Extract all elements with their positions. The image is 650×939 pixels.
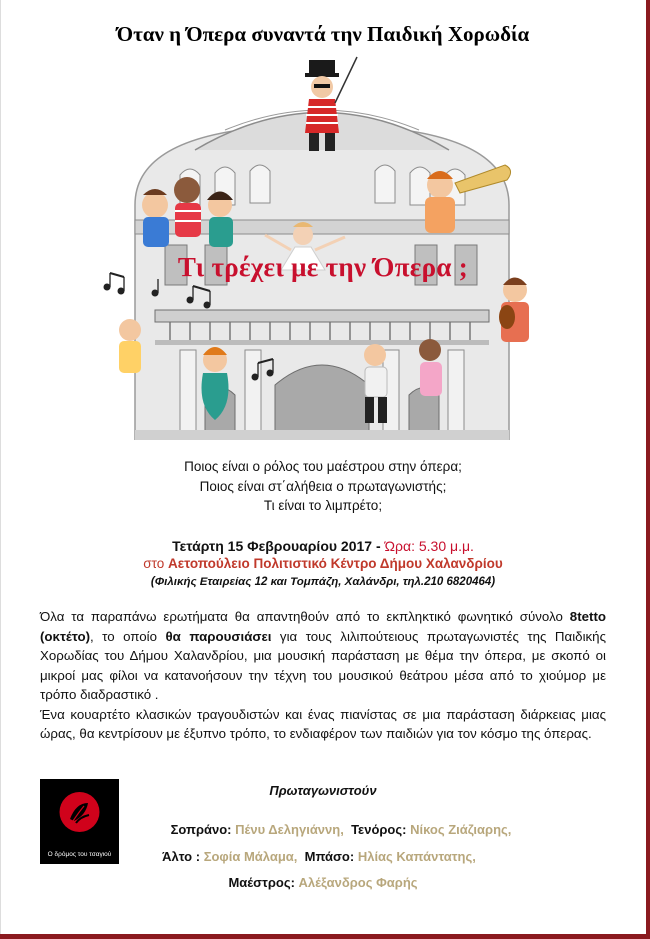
name-alto: Σοφία Μάλαμα, [203,849,298,864]
role-alto: Άλτο : [162,849,201,864]
name-soprano: Πένυ Δεληγιάννη, [235,822,344,837]
event-datetime [0,538,646,554]
poster-title: Όταν η Όπερα συναντά την Παιδική Χορωδία [116,22,530,46]
cast-line [18,822,650,837]
text-run: Όλα τα παραπάνω ερωτήματα θα απαντηθούν από το εκπληκτικό φωνητικό σύνολο [40,609,570,624]
role-bass: Μπάσο: [304,849,355,864]
questions-block [0,457,646,516]
name-conductor: Αλέξανδρος Φαρής [298,875,418,890]
role-tenor: Τενόρος: [351,822,407,837]
question-line: Ποιος είναι στ΄αλήθεια ο πρωταγωνιστής; [199,478,447,494]
role-soprano: Σοπράνο: [170,822,232,837]
description-paragraph: Ένα κουαρτέτο κλασικών τραγουδιστών και ένας πιανίστας σε μια παράσταση διάρκειας μιας ώρας, θα κεντρίσουν με έξυπνο τρόπο, το ενδιαφέρον των παιδιών για τον κόσμο της όπερας. [40,706,606,741]
description-body [40,607,606,744]
venue-prefix: στο [143,556,165,571]
cast-heading: Πρωταγωνιστούν [269,783,377,798]
description-paragraph [40,607,606,705]
cast-line [0,849,642,864]
event-date: Τετάρτη 15 Φεβρουαρίου 2017 - [172,538,381,554]
frame-bottom-border [0,934,650,939]
illustration-title: Τι τρέχει με την Όπερα ; [177,252,469,282]
venue-address: (Φιλικής Εταιρείας 12 και Τομπάζη, Χαλάνδρι, τηλ.210 6820464) [150,576,496,588]
frame-right-border [646,0,650,939]
name-tenor: Νίκος Ζιάζιαρης, [410,822,512,837]
role-conductor: Μαέστρος: [228,875,295,890]
opera-house-illustration [95,55,550,440]
logo-label: Ο δρόμος του τσαγιού [47,851,112,858]
question-line: Τι είναι το λιμπρέτο; [263,498,383,513]
name-bass: Ηλίας Καπάντατης, [357,849,476,864]
venue-name: Αετοπούλειο Πολιτιστικό Κέντρο Δήμου Χαλανδρίου [168,556,503,571]
ensemble-name: 8tetto (οκτέτο) [40,609,606,644]
event-venue [0,556,646,571]
cast-line [0,875,646,890]
text-run: , το οποίο [90,628,166,644]
violin-child-figure [499,278,529,343]
text-run-bold: θα παρουσιάσει [165,628,272,644]
text-run: για τους λιλιπούτειους πρωταγωνιστές της Παιδικής Χορωδίας του Δήμου Χαλανδρίου, μια μουσική παράσταση με θέμα την όπερα, με σκοπό οι μικροί μας φίλοι να κατανοήσουν την τέχνη του μουσικού θεάτρου μέσα από το χιούμορ με τρόπο διαδραστικό . [40,628,606,702]
question-line: Ποιος είναι ο ρόλος του μαέστρου στην όπερα; [184,459,462,474]
event-time: Ώρα: 5.30 μ.μ. [384,538,474,554]
